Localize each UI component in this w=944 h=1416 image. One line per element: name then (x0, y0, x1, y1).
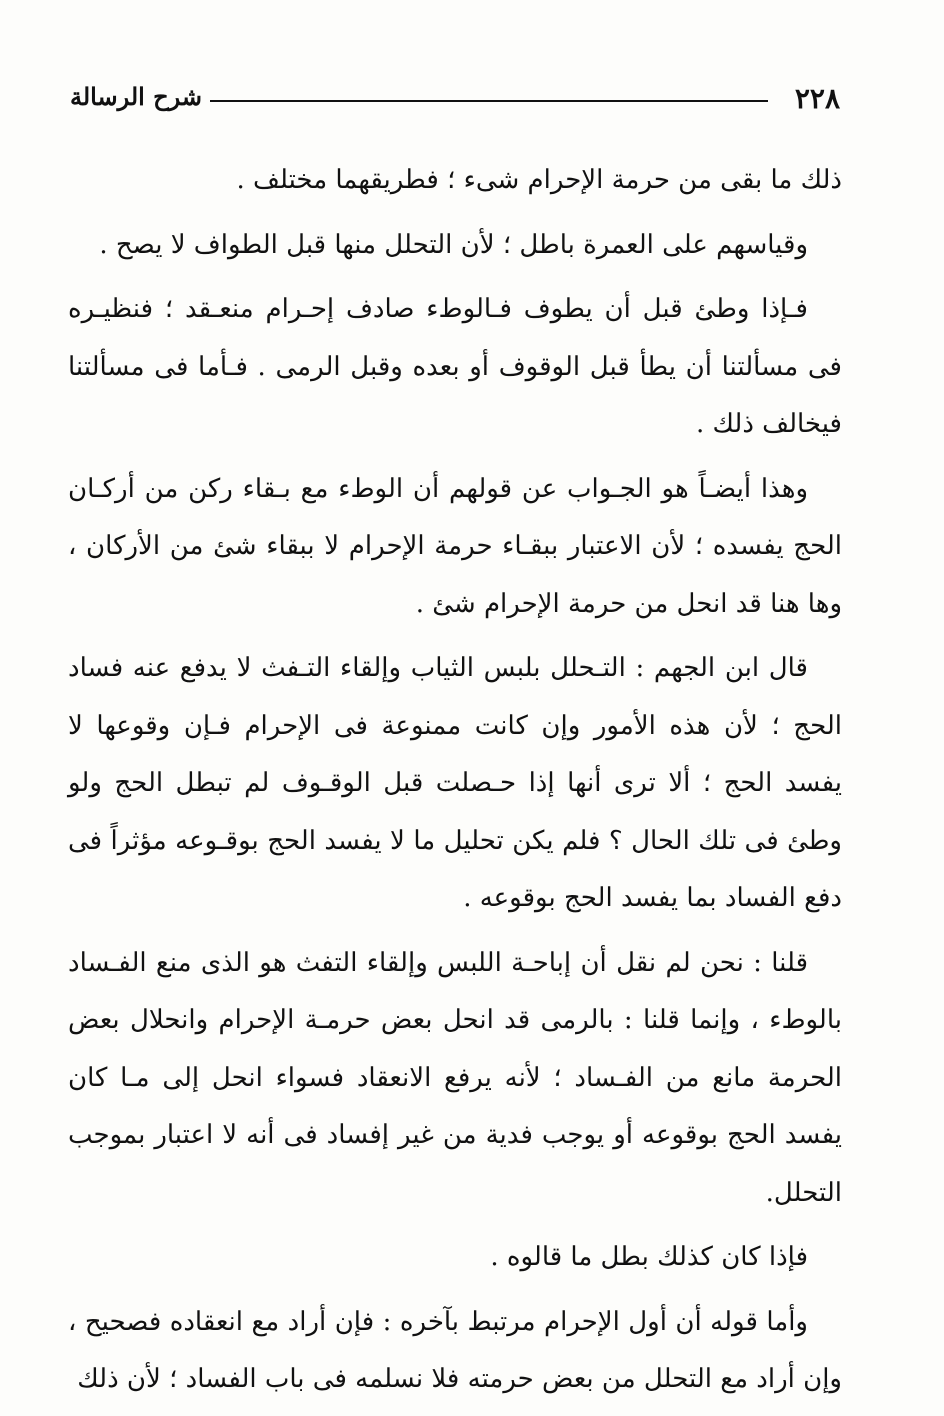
paragraph: ذلك ما بقى من حرمة الإحرام شىء ؛ فطريقهما مختلف . (236, 165, 842, 195)
paragraph: فإذا كان كذلك بطل ما قالوه . (490, 1242, 808, 1272)
header-rule (210, 100, 768, 102)
page-number: ٢٢٨ (794, 82, 840, 115)
paragraph: وهذا أيضـاً هو الجـواب عن قولهم أن الوطء مع بـقاء ركن من أركـان الحج يفسده ؛ لأن الاعتبار ببقـاء حرمة الإحرام لا ببقاء شئ من الأركان ، وها هنا قد انحل من حرمة الإحرام شئ . (68, 473, 842, 619)
page-header (70, 78, 840, 118)
paragraph: وأما قوله أن أول الإحرام مرتبط بآخره : فإن أراد مع انعقاده فصحيح ، وإن أراد مع التحلل من بعض حرمته فلا نسلمه فى باب الفساد ؛ لأن ذلك (68, 1306, 842, 1394)
paragraph: قال ابن الجهم : التـحلل بلبس الثياب وإلقاء التـفث لا يدفع عنه فساد الحج ؛ لأن هذه الأمور وإن كانت ممنوعة فى الإحرام فـإن وقوعها لا يفسد الحج ؛ ألا ترى أنها إذا حـصلت قبل الوقـوف لم تبطل الحج ولو وطئ فى تلك الحال ؟ فلم يكن تحليل ما لا يفسد الحج بوقـوعه مؤثراً فى دفع الفساد بما يفسد الحج بوقوعه . (68, 653, 842, 913)
paragraph: وقياسهم على العمرة باطل ؛ لأن التحلل منها قبل الطواف لا يصح . (99, 229, 808, 260)
paragraph: قلنا : نحن لم نقل أن إباحـة اللبس وإلقاء التفث هو الذى منع الفـساد بالوطء ، وإنما قلنا : بالرمى قد انحل بعض حرمـة الإحرام وانحلال بعض الحرمة مانع من الفـساد ؛ لأنه يرفع الانعقاد فسواء انحل إلى مـا كان يفسد الحج بوقوعه أو يوجب فدية من غير إفساد فى أنه لا اعتبار بموجب التحلل. (68, 947, 842, 1208)
running-title: شرح الرسالة (70, 82, 203, 111)
paragraph: فـإذا وطئ قبل أن يطوف فـالوطء صادف إحـرام منعـقد ؛ فنظيـره فى مسألتنا أن يطأ قبل الوقوف أو بعده وقبل الرمى . فـأما فى مسألتنا فيخالف ذلك . (68, 294, 842, 439)
body-text (68, 152, 842, 1416)
